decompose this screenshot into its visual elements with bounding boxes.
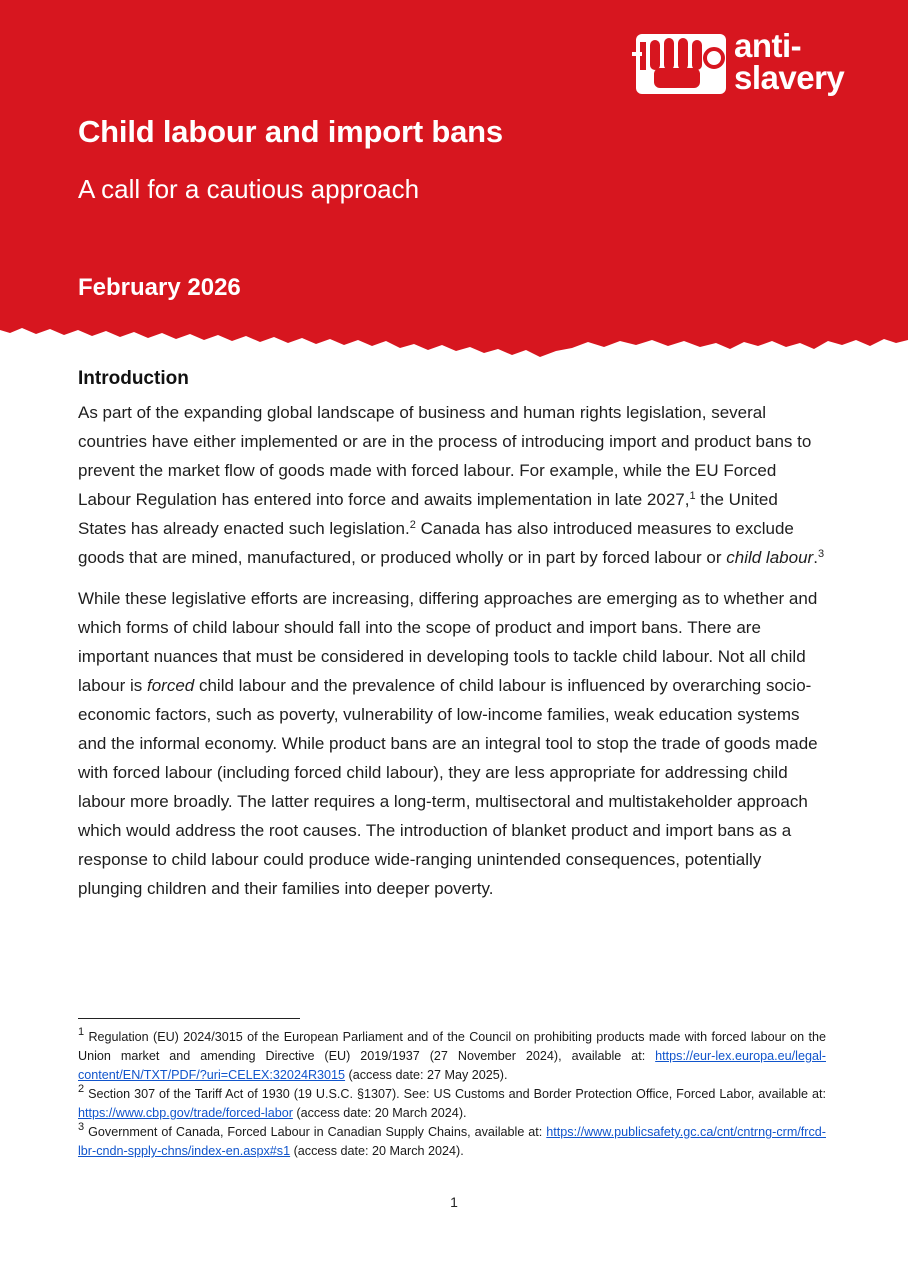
footnote-divider (78, 1018, 300, 1019)
footnote-access-date: (access date: 20 March 2024). (292, 1106, 467, 1120)
header-banner (0, 0, 908, 370)
page-subtitle: A call for a cautious approach (78, 174, 420, 204)
footnote-ref-3[interactable]: 3 (817, 548, 825, 560)
footnote-link[interactable]: https://eur-lex.europa.eu/legal-content/EN/TXT/PDF/?uri=CELEX:32024R3015 (78, 1049, 826, 1082)
footnote-link[interactable]: https://www.publicsafety.gc.ca/cnt/cntrng-crm/frcd-lbr-cndn-spply-chns/index-en.aspx#s1 (78, 1125, 826, 1158)
raised-fist-icon (632, 28, 728, 100)
section-heading: Introduction (78, 368, 189, 389)
p2-text-b: child labour and the prevalence of child labour is influenced by overarching socio-economic factors, such as poverty, vulnerability of low-income families, weak education systems and the informal economy. While product bans are an integral tool to stop the trade of goods made with forced labour (including forced child labour), they are less appropriate for addressing child labour more broadly. The latter requires a long-term, multisectoral and multistakeholder approach which would address the root causes. The introduction of blanket product and import bans as a response to child labour could produce wide-ranging unintended consequences, potentially plunging children and their families into deeper poverty. (78, 676, 818, 898)
logo-line-1: anti- (734, 27, 802, 64)
footnote-2 (78, 1085, 826, 1123)
footnote-access-date: (access date: 27 May 2025). (345, 1068, 508, 1082)
footnote-ref-1[interactable]: 1 (689, 490, 696, 502)
footnote-number: 3 (78, 1121, 85, 1133)
intro-paragraph-2 (78, 584, 828, 903)
footnote-3 (78, 1123, 826, 1161)
main-content (78, 368, 828, 915)
page-title: Child labour and import bans (78, 114, 503, 149)
footnote-text: Regulation (EU) 2024/3015 of the European Parliament and of the Council on prohibiting products made with forced labour on the Union market and amending Directive (EU) 2019/1937 (27 November 2024), available at: (78, 1030, 826, 1063)
logo-line-2: slavery (734, 59, 845, 96)
footnote-number: 1 (78, 1026, 85, 1038)
footnote-1 (78, 1028, 826, 1085)
p1-text-c: Canada has also introduced measures to exclude goods that are mined, manufactured, or produced wholly or in part by forced labour or (78, 519, 794, 567)
p2-text-a: While these legislative efforts are increasing, differing approaches are emerging as to whether and which forms of child labour should fall into the scope of product and import bans. There are important nuances that must be considered in developing tools to tackle child labour. Not all child labour is (78, 589, 818, 695)
anti-slavery-logo[interactable] (632, 28, 882, 102)
intro-paragraph-1 (78, 398, 828, 572)
p1-text-d: . (813, 548, 818, 567)
footnote-text: Section 307 of the Tariff Act of 1930 (19 U.S.C. §1307). See: US Customs and Border Protection Office, Forced Labor, available at: (84, 1087, 826, 1101)
footnotes (78, 1028, 826, 1161)
footnote-link[interactable]: https://www.cbp.gov/trade/forced-labor (78, 1106, 293, 1120)
p2-emphasis: forced (146, 676, 195, 695)
publication-date: February 2026 (78, 274, 241, 301)
page-number: 1 (450, 1194, 458, 1210)
p1-text-a: As part of the expanding global landscape of business and human rights legislation, several countries have either implemented or are in the process of introducing import and product bans to prevent the market flow of goods made with forced labour. For example, while the EU Forced Labour Regulation has entered into force and awaits implementation in late 2027, (78, 403, 812, 509)
footnote-number: 2 (78, 1083, 85, 1095)
footnote-text: Government of Canada, Forced Labour in Canadian Supply Chains, available at: (84, 1125, 547, 1139)
logo-wordmark (734, 27, 845, 96)
p1-emphasis: child labour (726, 548, 814, 567)
footnote-ref-2[interactable]: 2 (409, 519, 416, 531)
p1-text-b: the United States has already enacted such legislation. (78, 490, 778, 538)
footnote-access-date: (access date: 20 March 2024). (290, 1144, 464, 1158)
